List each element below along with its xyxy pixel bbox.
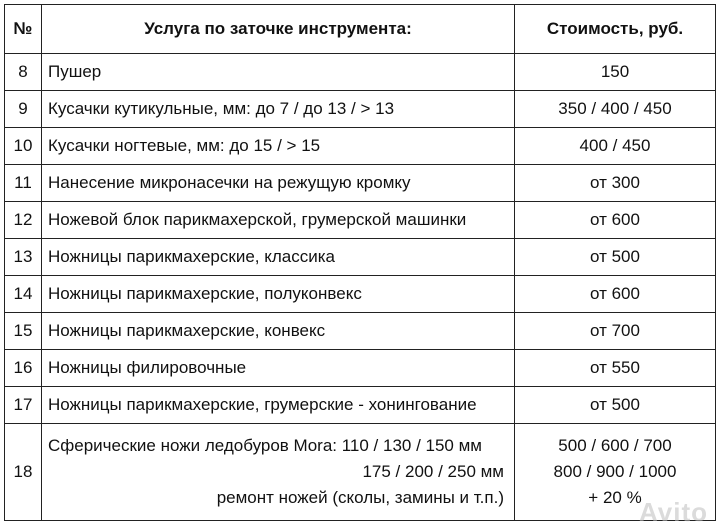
row-service: Кусачки кутикульные, мм: до 7 / до 13 / > 13 [42,91,515,128]
table-row [5,91,716,128]
row-service: Ножницы парикмахерские, классика [42,239,515,276]
row-num: 14 [5,276,42,313]
row-num: 13 [5,239,42,276]
row-num: 11 [5,165,42,202]
header-price: Стоимость, руб. [515,5,716,54]
row-num: 17 [5,387,42,424]
avito-watermark: Avito [638,497,708,527]
price-line: 500 / 600 / 700 [558,436,672,455]
table-row-multiline [5,424,716,521]
price-line: + 20 % [588,488,642,507]
price-line: 800 / 900 / 1000 [553,462,677,481]
row-service: Ножницы парикмахерские, полуконвекс [42,276,515,313]
row-num: 12 [5,202,42,239]
row-num: 15 [5,313,42,350]
table-row [5,165,716,202]
row-num: 9 [5,91,42,128]
row-service: Ножницы филировочные [42,350,515,387]
row-price: от 700 [515,313,716,350]
row-price: от 500 [515,387,716,424]
table-row [5,202,716,239]
table-row [5,128,716,165]
service-line: ремонт ножей (сколы, замины и т.п.) [216,488,504,507]
row-service [42,424,515,521]
header-service: Услуга по заточке инструмента: [42,5,515,54]
table-row [5,54,716,91]
header-row [5,5,716,54]
row-price: от 600 [515,202,716,239]
row-price: от 550 [515,350,716,387]
row-service: Кусачки ногтевые, мм: до 15 / > 15 [42,128,515,165]
table-row [5,239,716,276]
row-service: Ножницы парикмахерские, грумерские - хонингование [42,387,515,424]
row-service: Нанесение микронасечки на режущую кромку [42,165,515,202]
row-service: Пушер [42,54,515,91]
row-num: 16 [5,350,42,387]
row-num: 10 [5,128,42,165]
row-price: 400 / 450 [515,128,716,165]
row-price: от 600 [515,276,716,313]
row-num: 8 [5,54,42,91]
row-price: от 300 [515,165,716,202]
service-line: Сферические ножи ледобуров Mora: 110 / 130 / 150 мм [48,436,482,455]
row-num: 18 [5,424,42,521]
row-price: 150 [515,54,716,91]
row-service: Ножницы парикмахерские, конвекс [42,313,515,350]
row-price: 350 / 400 / 450 [515,91,716,128]
row-service: Ножевой блок парикмахерской, грумерской машинки [42,202,515,239]
price-table [4,4,716,521]
header-num: № [5,5,42,54]
row-price [515,424,716,521]
service-line: 175 / 200 / 250 мм [362,462,504,481]
table-row [5,313,716,350]
table-row [5,350,716,387]
table-row [5,387,716,424]
row-price: от 500 [515,239,716,276]
table-row [5,276,716,313]
